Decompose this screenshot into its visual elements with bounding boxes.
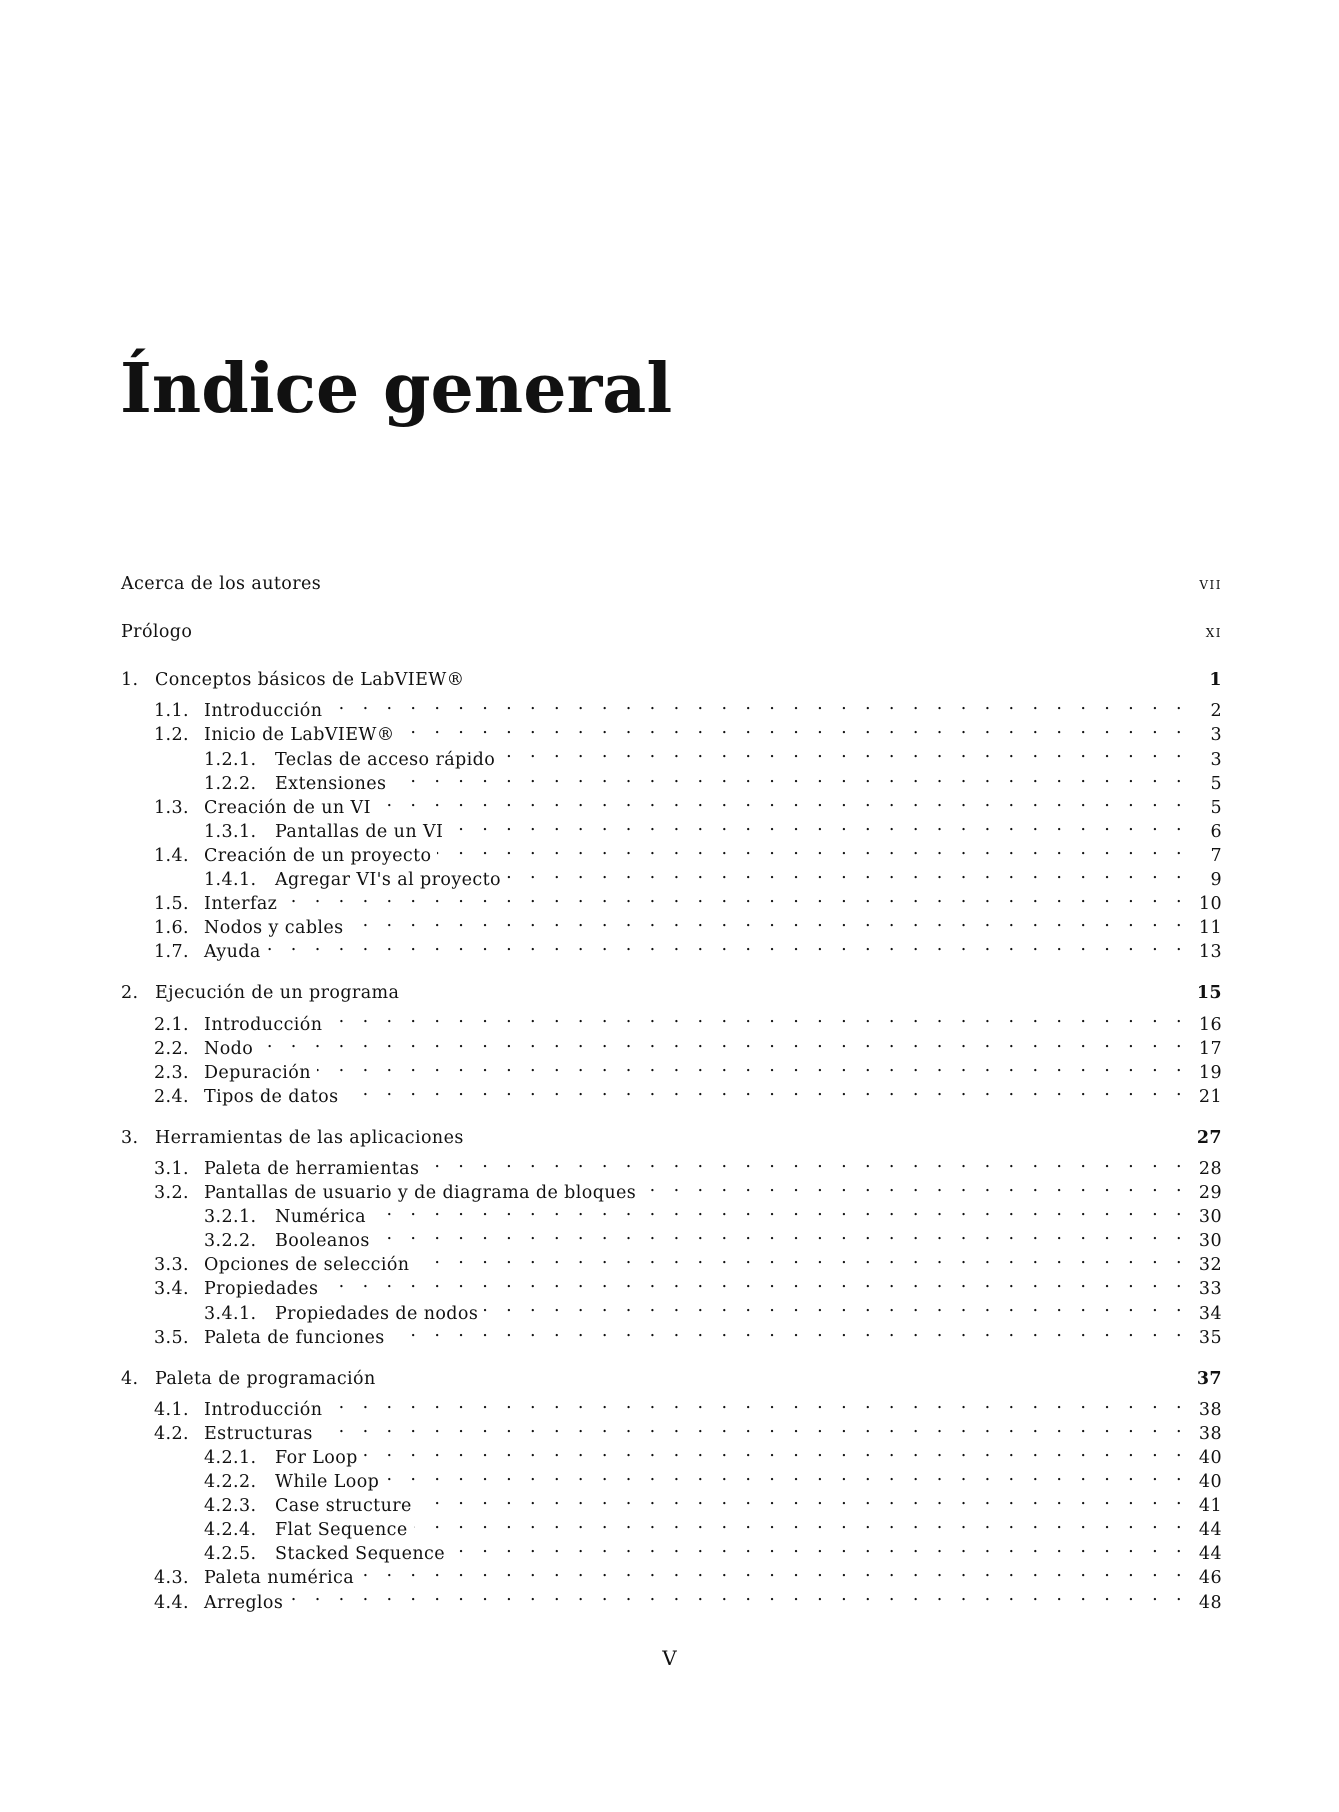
dot-leader xyxy=(507,861,1188,885)
toc-page-number: 5 xyxy=(1210,797,1222,818)
toc-entry-title: Inicio de LabVIEW® xyxy=(204,725,395,746)
dot-leader xyxy=(392,765,1188,789)
toc-entry-title: Pantallas de un VI xyxy=(275,821,444,842)
toc-chapter-title: Paleta de programación xyxy=(155,1368,376,1389)
dot-leader xyxy=(425,1150,1188,1174)
toc-page-number: vii xyxy=(1199,574,1222,594)
toc-page-number: 34 xyxy=(1198,1303,1222,1324)
toc-page-number: 1 xyxy=(1209,670,1222,691)
toc-entry-title: Numérica xyxy=(275,1207,366,1228)
toc-entry-title: Ayuda xyxy=(204,942,261,963)
toc-page-number: 11 xyxy=(1198,918,1222,939)
toc-page-number: 15 xyxy=(1196,983,1222,1004)
dot-leader xyxy=(377,789,1188,813)
toc-entry-title: Introducción xyxy=(204,701,323,722)
toc-page-number: 38 xyxy=(1198,1423,1222,1444)
toc-entry-title: Paleta de herramientas xyxy=(204,1158,420,1179)
toc-entry-title: Flat Sequence xyxy=(275,1520,408,1541)
toc-entry-title: Nodos y cables xyxy=(204,918,344,939)
dot-leader xyxy=(451,1535,1188,1559)
toc-page-number: 32 xyxy=(1198,1255,1222,1276)
toc-entry-title: Opciones de selección xyxy=(204,1255,410,1276)
toc-chapter-number: 1. xyxy=(121,670,139,691)
toc-entry-number: 3.2.2. xyxy=(204,1231,257,1252)
toc-entry-number: 1.2.1. xyxy=(204,749,257,770)
dot-leader xyxy=(372,1198,1188,1222)
toc-page-number: 38 xyxy=(1198,1399,1222,1420)
toc-section-row[interactable] xyxy=(121,1005,1222,1035)
toc-chapter-title: Conceptos básicos de LabVIEW® xyxy=(155,670,465,691)
toc-entry-number: 3.3. xyxy=(154,1255,189,1276)
dot-leader xyxy=(328,692,1188,716)
toc-chapter-number: 2. xyxy=(121,983,139,1004)
toc-entry-title: For Loop xyxy=(275,1448,358,1468)
toc-chapter-title: Herramientas de las aplicaciones xyxy=(155,1127,464,1148)
dot-leader xyxy=(267,933,1188,957)
toc-entry-title: Propiedades de nodos xyxy=(275,1303,479,1324)
toc-section-row[interactable] xyxy=(121,909,1222,939)
toc-chapter-row[interactable] xyxy=(121,1367,1222,1391)
toc-entry-title: Creación de un proyecto xyxy=(204,845,432,866)
toc-page-number: 17 xyxy=(1198,1038,1222,1059)
toc-entry-number: 1.6. xyxy=(154,918,189,939)
toc-page-number: 40 xyxy=(1198,1472,1222,1493)
dot-leader xyxy=(414,1511,1188,1535)
dot-leader xyxy=(364,1439,1188,1463)
toc-section-row[interactable] xyxy=(121,692,1222,722)
toc-entry-number: 1.2.2. xyxy=(204,773,257,794)
toc-page-number: 30 xyxy=(1198,1207,1222,1228)
toc-entry-number: 1.2. xyxy=(154,725,189,746)
toc-entry-number: 4.2. xyxy=(154,1423,189,1444)
dot-leader xyxy=(376,1222,1188,1246)
dot-leader xyxy=(328,1391,1188,1415)
dot-leader xyxy=(385,1463,1188,1487)
dot-leader xyxy=(642,1174,1188,1198)
dot-leader xyxy=(324,1270,1188,1294)
toc-entry-number: 3.2. xyxy=(154,1183,189,1204)
toc-page-number: 40 xyxy=(1198,1448,1222,1468)
toc-page-number: 33 xyxy=(1198,1279,1222,1300)
dot-leader xyxy=(501,740,1188,764)
toc-entry-title: Tipos de datos xyxy=(204,1086,339,1107)
toc-page-number: xi xyxy=(1205,622,1222,643)
table-of-contents xyxy=(121,572,1222,1613)
dot-leader xyxy=(437,837,1188,861)
toc-page-number: 48 xyxy=(1198,1592,1222,1613)
toc-chapter-row[interactable] xyxy=(121,668,1222,692)
toc-entry-title: Introducción xyxy=(204,1399,323,1420)
toc-page-number: 29 xyxy=(1198,1183,1222,1204)
toc-entry-number: 1.1. xyxy=(154,701,189,722)
toc-entry-number: 4.1. xyxy=(154,1399,189,1420)
page-number-footer: V xyxy=(662,1646,677,1670)
dot-leader xyxy=(319,1415,1188,1439)
toc-page-number: 13 xyxy=(1198,942,1222,963)
toc-page-number: 6 xyxy=(1210,821,1222,842)
toc-entry-title: Creación de un VI xyxy=(204,797,371,818)
dot-leader xyxy=(418,1487,1188,1511)
toc-entry-number: 3.2.1. xyxy=(204,1207,257,1228)
toc-entry-title: Paleta numérica xyxy=(204,1568,355,1589)
dot-leader xyxy=(484,1294,1188,1318)
toc-entry-title: Teclas de acceso rápido xyxy=(275,749,496,770)
toc-entry-title: Agregar VI's al proyecto xyxy=(275,870,501,891)
dot-leader xyxy=(317,1054,1188,1078)
toc-entry-number: 4.2.1. xyxy=(204,1448,257,1468)
toc-page-number: 2 xyxy=(1210,701,1222,722)
toc-entry-number: 1.3. xyxy=(154,797,189,818)
toc-entry-title: While Loop xyxy=(275,1472,380,1493)
toc-page-number: 44 xyxy=(1198,1544,1222,1565)
toc-entry-title: Prólogo xyxy=(121,622,193,643)
dot-leader xyxy=(360,1559,1188,1583)
toc-chapter-title: Ejecución de un programa xyxy=(155,983,400,1004)
toc-entry-number: 2.1. xyxy=(154,1014,189,1035)
toc-entry-number: 3.4.1. xyxy=(204,1303,257,1324)
toc-entry-title: Pantallas de usuario y de diagrama de bloques xyxy=(204,1183,637,1204)
toc-page-number: 41 xyxy=(1198,1496,1222,1517)
toc-page-number: 7 xyxy=(1210,845,1222,866)
toc-chapter-number: 4. xyxy=(121,1368,139,1389)
toc-page-number: 10 xyxy=(1198,894,1222,915)
toc-entry-number: 3.5. xyxy=(154,1327,189,1348)
toc-section-row[interactable] xyxy=(121,1030,1222,1059)
toc-chapter-number: 3. xyxy=(121,1127,139,1148)
toc-section-row[interactable] xyxy=(121,933,1222,963)
toc-entry-title: Introducción xyxy=(204,1014,323,1035)
dot-leader xyxy=(344,1078,1188,1102)
toc-page-number: 16 xyxy=(1198,1014,1222,1035)
toc-page-number: 21 xyxy=(1198,1086,1222,1107)
dot-leader xyxy=(415,1246,1188,1270)
toc-front-matter-row[interactable] xyxy=(121,620,1222,644)
toc-page-number: 9 xyxy=(1210,870,1222,891)
toc-entry-number: 3.4. xyxy=(154,1279,189,1300)
dot-leader xyxy=(401,716,1188,740)
toc-entry-number: 2.3. xyxy=(154,1062,189,1083)
toc-page-number: 37 xyxy=(1196,1368,1222,1389)
toc-page-number: 30 xyxy=(1198,1231,1222,1252)
toc-entry-number: 4.4. xyxy=(154,1592,189,1613)
toc-entry-number: 4.2.5. xyxy=(204,1544,257,1565)
dot-leader xyxy=(391,1319,1188,1343)
toc-page-number: 27 xyxy=(1196,1127,1222,1148)
toc-entry-title: Booleanos xyxy=(275,1231,370,1252)
toc-section-row[interactable] xyxy=(121,1150,1222,1179)
dot-leader xyxy=(259,1030,1188,1054)
toc-entry-number: 1.5. xyxy=(154,894,189,915)
toc-section-row[interactable] xyxy=(121,1054,1222,1083)
toc-entry-title: Propiedades xyxy=(204,1279,319,1300)
toc-entry-number: 4.2.4. xyxy=(204,1520,257,1541)
toc-page-number: 3 xyxy=(1210,725,1222,746)
page-title: Índice general xyxy=(120,349,673,429)
toc-page-number: 5 xyxy=(1210,773,1222,794)
toc-entry-number: 1.3.1. xyxy=(204,821,257,842)
toc-entry-number: 1.4.1. xyxy=(204,870,257,891)
toc-chapter-row[interactable] xyxy=(121,1126,1222,1150)
toc-page-number: 46 xyxy=(1198,1568,1222,1589)
toc-entry-title: Acerca de los autores xyxy=(121,574,322,594)
toc-page-number: 35 xyxy=(1198,1327,1222,1348)
toc-entry-title: Nodo xyxy=(204,1038,254,1059)
dot-leader xyxy=(283,885,1188,909)
toc-entry-title: Case structure xyxy=(275,1496,412,1517)
toc-entry-title: Interfaz xyxy=(204,894,278,915)
dot-leader xyxy=(328,1005,1188,1029)
toc-entry-number: 3.1. xyxy=(154,1158,189,1179)
toc-entry-number: 1.4. xyxy=(154,845,189,866)
toc-entry-title: Estructuras xyxy=(204,1423,313,1444)
toc-entry-title: Arreglos xyxy=(204,1592,284,1613)
toc-entry-number: 4.3. xyxy=(154,1568,189,1589)
toc-entry-title: Stacked Sequence xyxy=(275,1544,445,1565)
toc-entry-title: Paleta de funciones xyxy=(204,1327,385,1348)
toc-entry-number: 4.2.3. xyxy=(204,1496,257,1517)
toc-chapter-row[interactable] xyxy=(121,981,1222,1005)
dot-leader xyxy=(289,1583,1188,1607)
toc-section-row[interactable] xyxy=(121,1391,1222,1420)
toc-page-number: 44 xyxy=(1198,1520,1222,1541)
toc-entry-number: 4.2.2. xyxy=(204,1472,257,1493)
toc-entry-title: Extensiones xyxy=(275,773,387,794)
toc-page-number: 28 xyxy=(1198,1158,1222,1179)
toc-entry-number: 2.2. xyxy=(154,1038,189,1059)
toc-page-number: 19 xyxy=(1198,1062,1222,1083)
dot-leader xyxy=(449,813,1188,837)
toc-section-row[interactable] xyxy=(121,885,1222,915)
dot-leader xyxy=(350,909,1188,933)
toc-entry-title: Depuración xyxy=(204,1062,311,1083)
toc-page-number: 3 xyxy=(1210,749,1222,770)
toc-front-matter-row[interactable] xyxy=(121,572,1222,596)
toc-entry-number: 1.7. xyxy=(154,942,189,963)
toc-entry-number: 2.4. xyxy=(154,1086,189,1107)
